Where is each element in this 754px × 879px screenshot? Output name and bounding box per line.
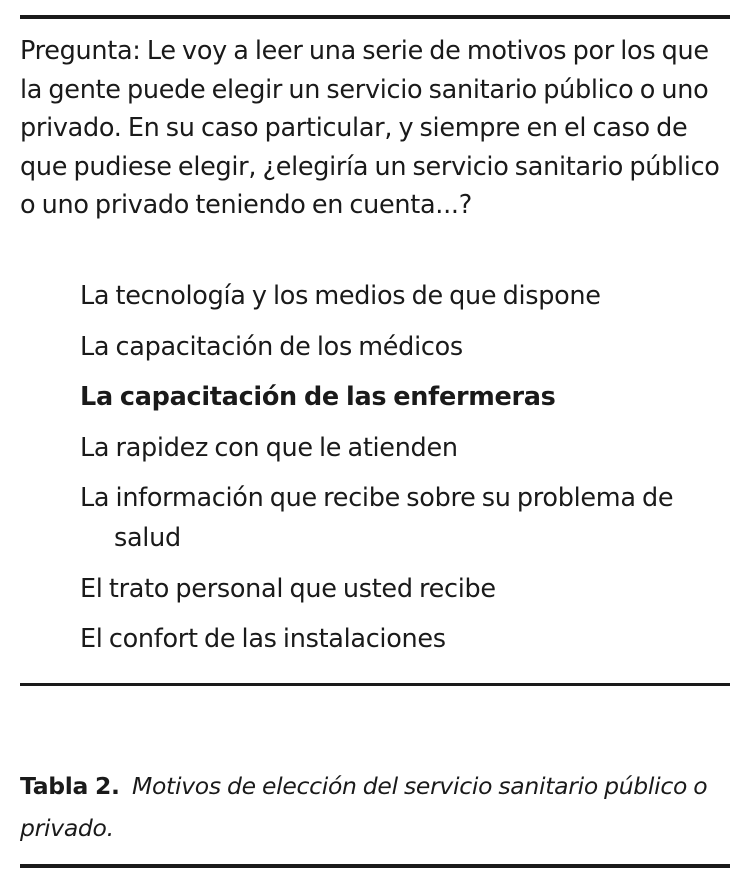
middle-rule — [20, 683, 730, 686]
list-item: La rapidez con que le atienden — [80, 432, 458, 463]
list-item: El confort de las instalaciones — [80, 624, 446, 654]
list-item: El trato personal que usted recibe — [80, 573, 496, 604]
list-item: La tecnología y los medios de que dispone — [80, 281, 601, 311]
list-item: La capacitación de los médicos — [80, 331, 463, 362]
caption-label: Tabla 2. — [20, 772, 120, 800]
top-rule — [20, 15, 730, 19]
list-item: La información que recibe sobre su problema de salud — [80, 483, 674, 553]
caption-text: Motivos de elección del servicio sanitario público o privado. — [20, 772, 708, 842]
reasons-list — [80, 276, 720, 670]
question-text: Pregunta: Le voy a leer una serie de motivos por los que la gente puede elegir un servicio sanitario público o uno privado. En su caso particular, y siempre en el caso de que pudiese elegir, ¿elegiría un servicio sanitario público o uno privado teniendo en cuenta...? — [20, 36, 720, 220]
list-item-highlighted: La capacitación de las enfermeras — [80, 382, 556, 412]
bottom-rule — [20, 864, 730, 868]
table-caption — [20, 765, 720, 849]
